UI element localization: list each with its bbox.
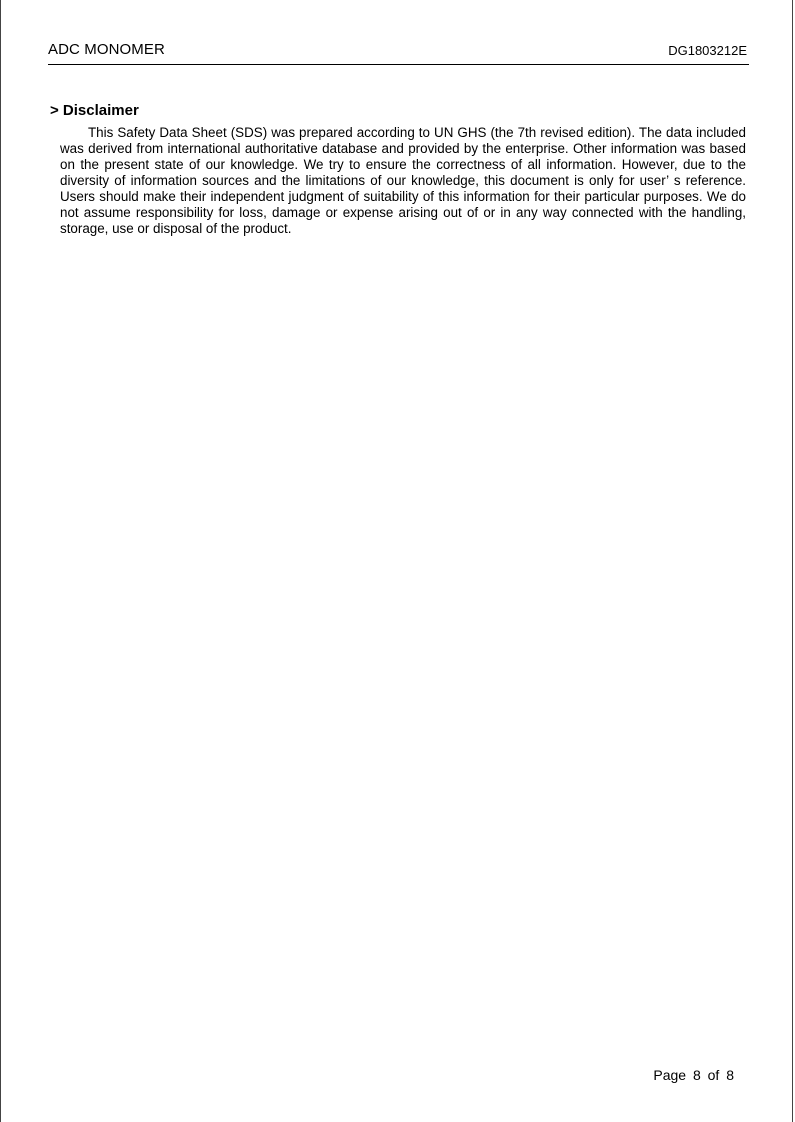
disclaimer-body: This Safety Data Sheet (SDS) was prepared according to UN GHS (the 7th revised edition). The data included was derived from international authoritative database and provided by the enterprise. Other information was based on the present state of our knowledge. We try to ensure the correctness of all information. However, due to the diversity of information sources and the limitations of our knowledge, this document is only for user’ s reference. Users should make their independent judgment of suitability of this information for their particular purposes. We do not assume responsibility for loss, damage or expense arising out of or in any way connected with the handling, storage, use or disposal of the product. <box>60 125 746 236</box>
page-header <box>48 40 749 65</box>
page-border-right <box>792 0 793 1122</box>
product-name: ADC MONOMER <box>48 41 165 58</box>
page-number: Page 8 of 8 <box>653 1067 734 1083</box>
disclaimer-title: > Disclaimer <box>50 102 139 119</box>
document-code: DG1803212E <box>668 43 747 58</box>
page-border-left <box>0 0 1 1122</box>
